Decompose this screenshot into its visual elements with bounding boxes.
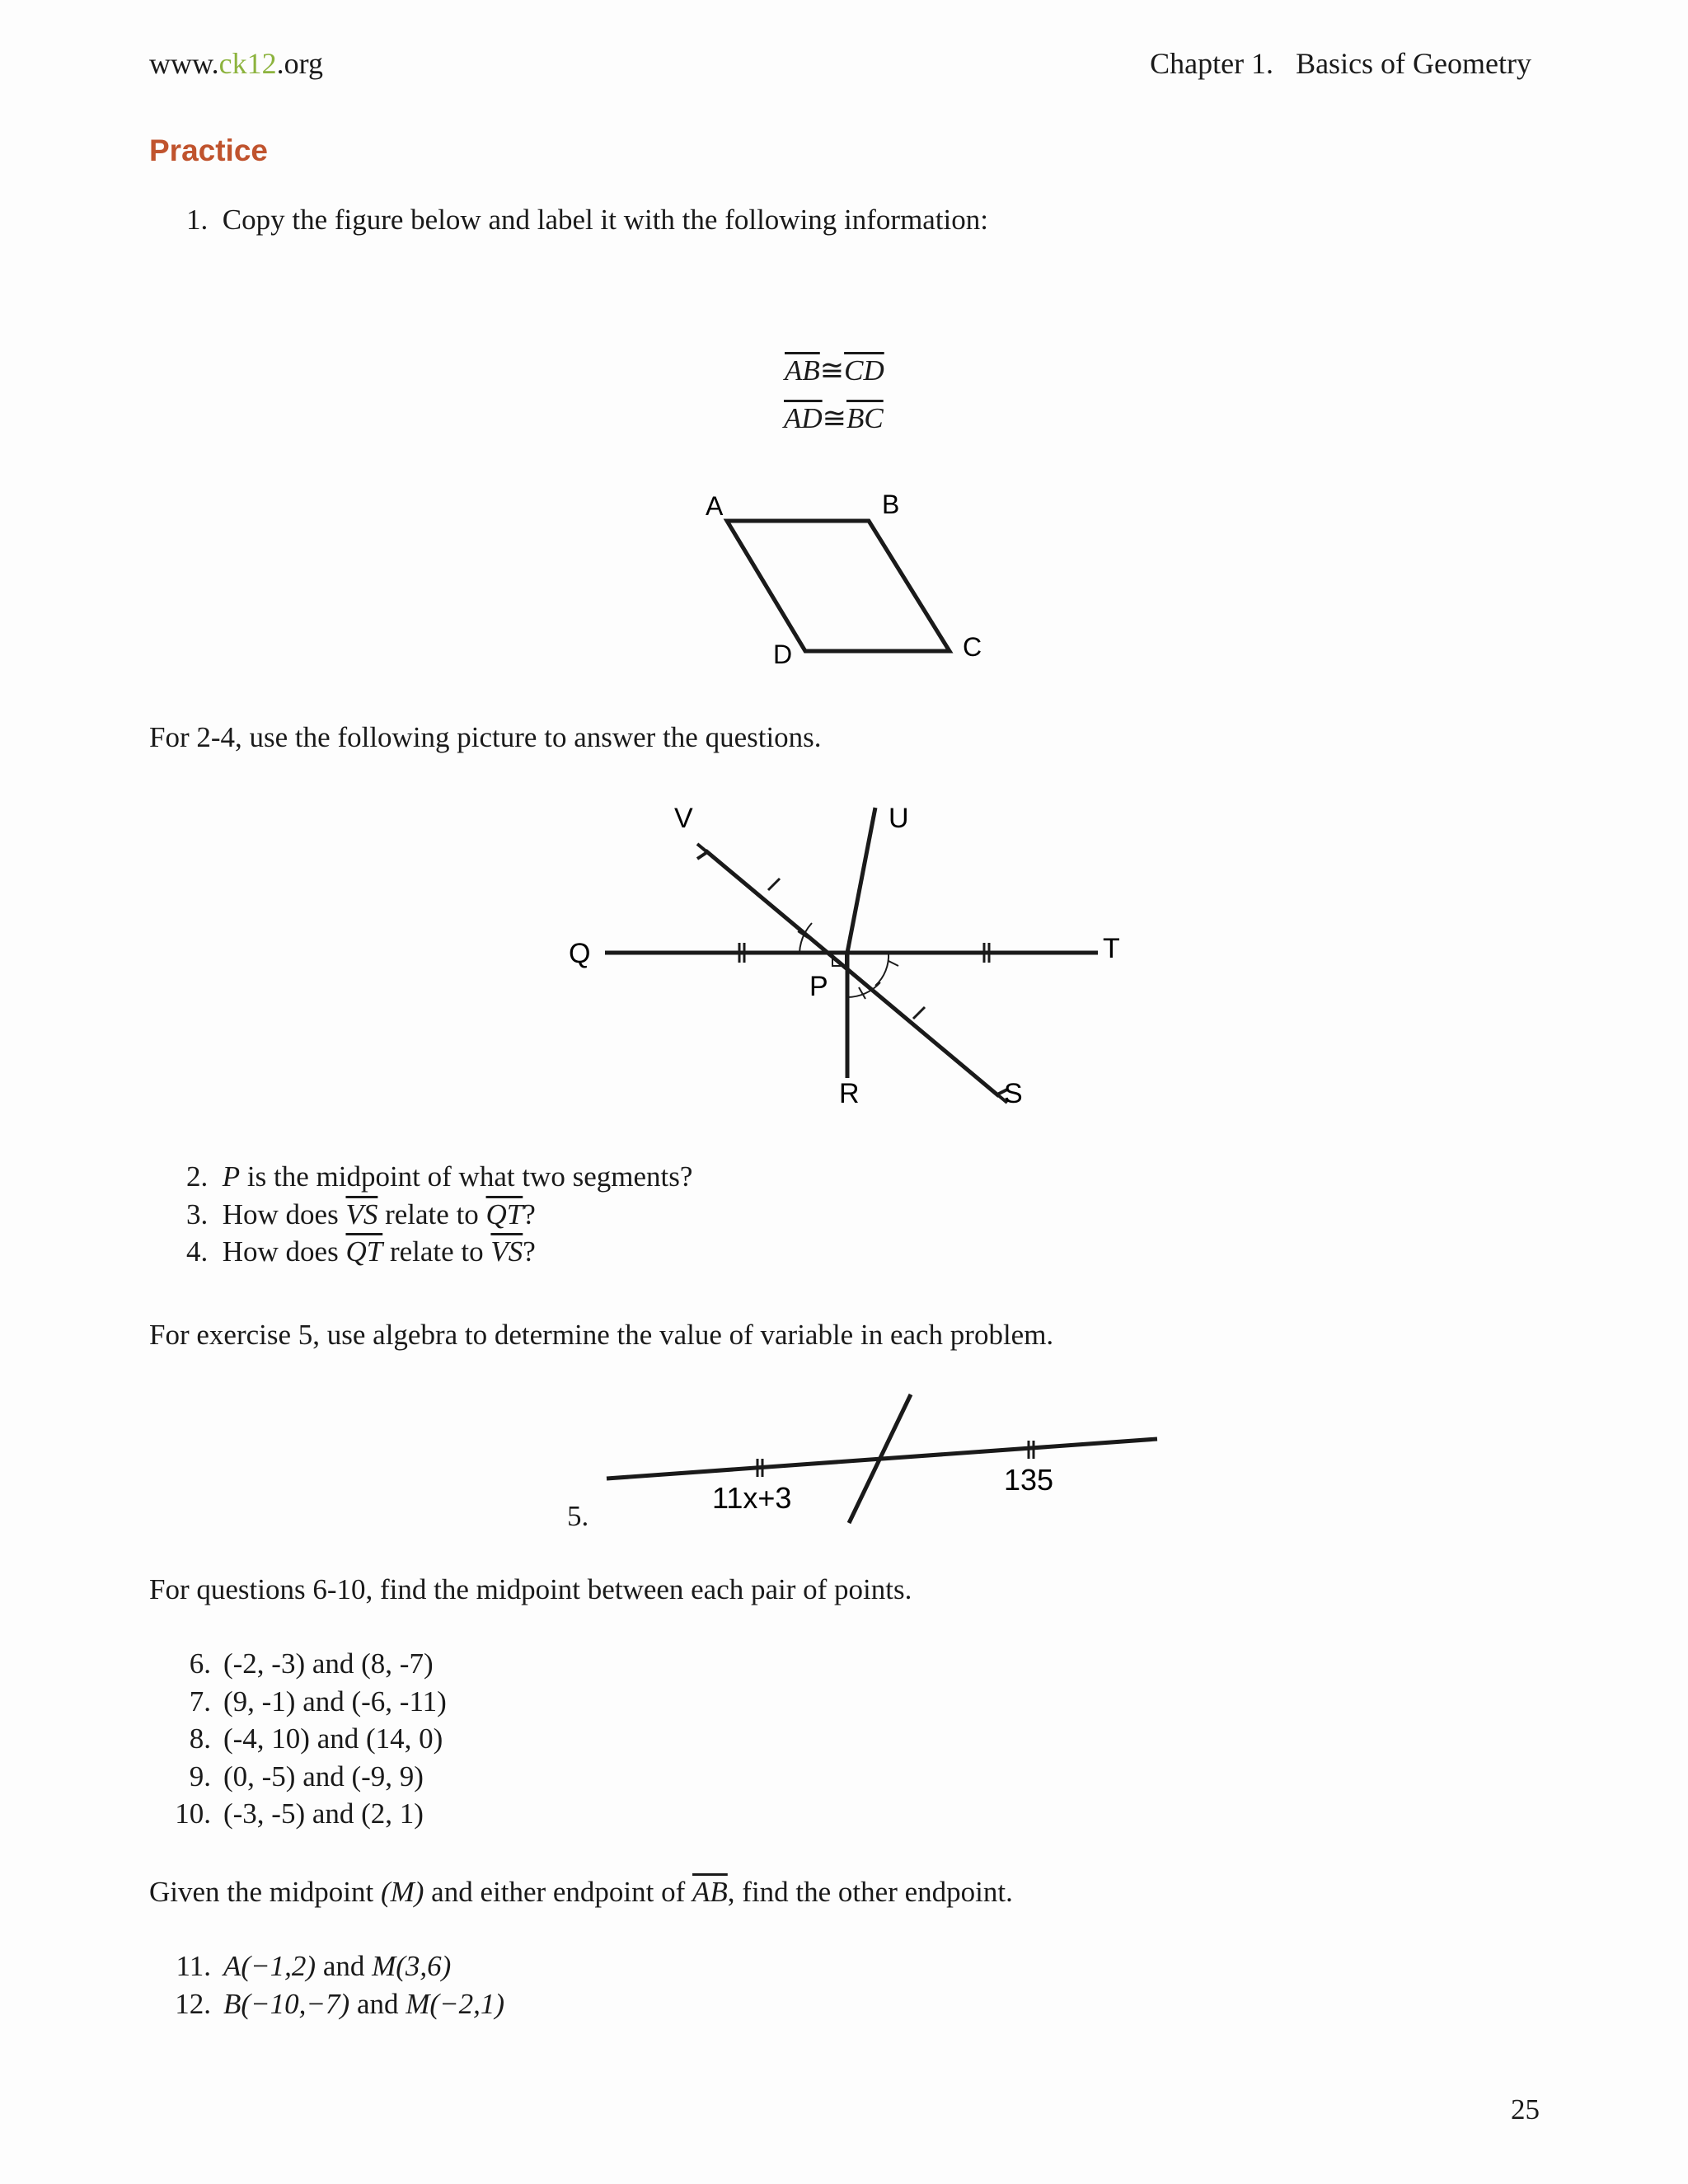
point-label-r: R — [839, 1078, 860, 1109]
question-1 — [186, 204, 988, 237]
text-fragment: How does — [222, 1235, 346, 1268]
instructions-6-10: For questions 6-10, find the midpoint between each pair of points. — [149, 1573, 912, 1605]
question-number: 4. — [186, 1235, 209, 1268]
question-number: 8. — [189, 1722, 211, 1755]
text-fragment: How does — [222, 1198, 346, 1230]
variable: P — [222, 1160, 241, 1193]
vertex-label-b: B — [882, 490, 900, 519]
question-number: 6. — [189, 1647, 211, 1680]
segment-label-left: 11x+3 — [712, 1481, 792, 1515]
text-fragment: relate to — [377, 1198, 486, 1230]
congruent-symbol: ≅ — [822, 402, 846, 434]
vertex-label-d: D — [773, 640, 793, 669]
question-number: 10. — [175, 1797, 211, 1830]
text-fragment: relate to — [382, 1235, 491, 1268]
parallelogram-figure — [692, 478, 1006, 676]
parallelogram-shape — [727, 521, 950, 651]
site-suffix: .org — [276, 47, 323, 80]
text-fragment: Given the midpoint — [149, 1876, 381, 1908]
question-number: 12. — [175, 1987, 211, 2020]
segment: $\overline{QT}$ — [345, 1235, 383, 1268]
congruence-2 — [784, 402, 884, 435]
instructions-11-12 — [149, 1876, 1013, 1909]
math-point: M(−2,1) — [406, 1987, 505, 2020]
question-text: (-3, -5) and (2, 1) — [223, 1797, 424, 1830]
ray-pu — [847, 808, 875, 953]
point-label-p: P — [809, 971, 828, 1002]
math-point: A(−1,2) — [223, 1950, 316, 1982]
question-text: (9, -1) and (-6, -11) — [223, 1685, 447, 1718]
page-number: 25 — [1511, 2093, 1540, 2125]
math-point: B(−10,−7) — [223, 1987, 350, 2020]
section-title: Practice — [149, 134, 268, 167]
segment-figure — [593, 1385, 1170, 1533]
text-fragment: and either endpoint of — [424, 1876, 693, 1908]
text-fragment: and — [316, 1950, 373, 1982]
point-label-v: V — [674, 803, 693, 834]
point-label-u: U — [889, 803, 909, 834]
line-vs — [706, 851, 999, 1096]
vertex-label-a: A — [706, 491, 724, 521]
segment: $\overline{AB}$ — [692, 1876, 728, 1908]
text-fragment: ? — [523, 1198, 536, 1230]
congruence-1 — [785, 354, 884, 387]
question-text: (0, -5) and (-9, 9) — [223, 1760, 424, 1793]
instructions-5: For exercise 5, use algebra to determine the value of variable in each problem. — [149, 1319, 1054, 1351]
angle-tick — [889, 961, 898, 966]
instructions-2-4: For 2-4, use the following picture to answer the questions. — [149, 721, 822, 753]
question-number: 1. — [186, 204, 209, 236]
point-label-s: S — [1004, 1078, 1023, 1109]
question-number: 3. — [186, 1198, 209, 1230]
chapter-number: Chapter 1. — [1150, 47, 1274, 80]
question-text: Copy the figure below and label it with the following information: — [222, 204, 989, 236]
point-label-t: T — [1103, 933, 1120, 964]
chapter-heading — [1150, 46, 1531, 81]
tick-mark — [768, 879, 780, 890]
question-5-number: 5. — [567, 1500, 589, 1532]
math-m: (M) — [380, 1876, 424, 1908]
question-number: 7. — [189, 1685, 211, 1718]
question-text — [223, 1988, 504, 2021]
segment: $\overline{VS}$ — [490, 1235, 523, 1268]
text-fragment: ? — [523, 1235, 536, 1268]
question-2 — [186, 1160, 692, 1193]
segment: $\overline{VS}$ — [345, 1198, 378, 1230]
arrow-v — [697, 844, 707, 859]
segment: $\overline{AD}$ — [784, 402, 823, 434]
site-brand: ck12 — [218, 47, 277, 80]
angle-arc — [875, 953, 889, 986]
question-text — [223, 1950, 451, 1983]
question-text: is the midpoint of what two segments? — [240, 1160, 693, 1193]
tick-mark — [913, 1007, 925, 1019]
question-number: 2. — [186, 1160, 209, 1193]
chapter-title: Basics of Geometry — [1296, 47, 1531, 80]
text-fragment: , find the other endpoint. — [727, 1876, 1013, 1908]
segment-label-right: 135 — [1004, 1463, 1054, 1497]
intersection-figure — [560, 791, 1137, 1121]
question-number: 9. — [189, 1760, 211, 1793]
segment: $\overline{QT}$ — [485, 1198, 523, 1230]
question-text: (-2, -3) and (8, -7) — [223, 1647, 434, 1680]
question-3 — [186, 1198, 536, 1231]
question-number: 11. — [176, 1950, 211, 1982]
site-prefix: www. — [149, 47, 219, 80]
segment: $\overline{BC}$ — [846, 402, 884, 434]
site-url[interactable] — [149, 46, 323, 81]
text-fragment: and — [349, 1987, 406, 2020]
question-text: (-4, 10) and (14, 0) — [223, 1722, 443, 1755]
question-4 — [186, 1235, 536, 1268]
segment: $\overline{AB}$ — [785, 354, 820, 387]
point-label-q: Q — [569, 938, 591, 969]
vertex-label-c: C — [963, 632, 982, 662]
congruent-symbol: ≅ — [819, 354, 845, 387]
segment: $\overline{CD}$ — [844, 354, 884, 387]
math-point: M(3,6) — [372, 1950, 452, 1982]
